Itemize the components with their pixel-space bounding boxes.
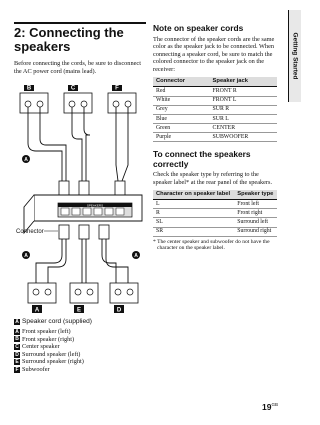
legend-item xyxy=(14,358,146,366)
connect-heading: To connect the speakers correctly xyxy=(153,149,251,169)
speaker-label-c: C xyxy=(70,85,76,92)
page-number xyxy=(262,402,278,412)
legend-item xyxy=(14,336,146,344)
speaker-label-f: F xyxy=(115,85,119,92)
table-cell: Front right xyxy=(234,209,277,218)
speaker-e xyxy=(70,283,98,314)
legend-text: Surround speaker (right) xyxy=(22,358,84,366)
table-row xyxy=(153,132,277,141)
speaker-type-table xyxy=(153,190,277,236)
legend-badge: E xyxy=(15,359,19,366)
page-number-suffix: GB xyxy=(271,402,278,408)
table-row xyxy=(153,227,277,236)
legend-item xyxy=(14,351,146,359)
caption-title xyxy=(14,318,146,326)
speaker-label-a: A xyxy=(34,307,40,314)
left-column xyxy=(14,22,146,75)
table-cell: R xyxy=(153,209,234,218)
table-cell: SUR L xyxy=(210,114,277,123)
table-header-row xyxy=(153,190,277,200)
table-cell: CENTER xyxy=(210,123,277,132)
caption-badge: A xyxy=(15,319,19,325)
connector-table xyxy=(153,77,277,142)
caption-title-text: Speaker cord (supplied) xyxy=(22,318,93,325)
legend-badge: F xyxy=(15,366,19,373)
table-cell: Red xyxy=(153,87,210,96)
table-header: Character on speaker label xyxy=(153,190,234,200)
bottom-cords xyxy=(36,239,128,285)
table-cell: L xyxy=(153,200,234,209)
speaker-c xyxy=(64,85,92,113)
right-column xyxy=(153,24,277,258)
speaker-label-b: B xyxy=(26,85,32,92)
table-row xyxy=(153,209,277,218)
speaker-a xyxy=(28,283,56,314)
table-cell: Blue xyxy=(153,114,210,123)
table-cell: Front left xyxy=(234,200,277,209)
table-cell: White xyxy=(153,96,210,105)
table-header: Connector xyxy=(153,77,210,87)
section-side-tab xyxy=(288,10,301,102)
table-cell: FRONT L xyxy=(210,96,277,105)
intro-text: Before connecting the cords, be sure to disconnect the AC power cord (mains lead). xyxy=(14,60,141,75)
table-cell: Green xyxy=(153,123,210,132)
receiver-panel-label: SPEAKERS xyxy=(86,203,104,208)
table-cell: Purple xyxy=(153,132,210,141)
speaker-f xyxy=(108,85,136,113)
table-row xyxy=(153,123,277,132)
top-connectors xyxy=(59,181,125,195)
speaker-b xyxy=(20,85,48,113)
table-row xyxy=(153,87,277,96)
cord-label-right: A xyxy=(134,253,138,259)
table-row xyxy=(153,105,277,114)
speaker-d xyxy=(110,283,138,314)
top-cords xyxy=(28,107,128,181)
table-cell: FRONT R xyxy=(210,87,277,96)
table-cell: SUR R xyxy=(210,105,277,114)
legend-text: Subwoofer xyxy=(22,365,50,373)
legend-text: Front speaker (left) xyxy=(22,328,71,335)
speaker-label-e: E xyxy=(76,307,82,314)
note-heading: Note on speaker cords xyxy=(153,23,244,33)
section-heading: 2: Connecting the speakers xyxy=(14,25,124,54)
legend-text: Center speaker xyxy=(22,343,60,351)
footnote: * The center speaker and subwoofer do not have the character on the speaker label. xyxy=(153,238,270,252)
bottom-connectors xyxy=(59,225,109,239)
table-cell: SR xyxy=(153,227,234,236)
page-number-value: 19 xyxy=(262,402,272,412)
legend-badge: B xyxy=(15,336,19,343)
diagram-caption xyxy=(14,318,146,374)
legend-badge: D xyxy=(15,351,19,358)
table-cell: Surround right xyxy=(234,227,277,236)
table-cell: SL xyxy=(153,218,234,227)
table-header-row xyxy=(153,77,277,87)
table-cell: SUBWOOFER xyxy=(210,132,277,141)
legend-badge: A xyxy=(15,328,19,335)
legend-item xyxy=(14,366,146,374)
speaker-connection-diagram xyxy=(14,85,146,315)
table-header: Speaker type xyxy=(234,190,277,200)
table-cell: Surround left xyxy=(234,218,277,227)
table-row xyxy=(153,218,277,227)
connect-text: Check the speaker type by referring to the speaker label* at the rear panel of the speakers. xyxy=(153,171,273,186)
table-row xyxy=(153,96,277,105)
table-row xyxy=(153,114,277,123)
table-row xyxy=(153,200,277,209)
speaker-label-d: D xyxy=(116,307,122,314)
legend-item xyxy=(14,328,146,336)
side-tab-label: Getting Started xyxy=(291,32,299,80)
connector-label: Connector xyxy=(16,229,44,235)
legend-text: Surround speaker (left) xyxy=(22,350,81,358)
legend-badge: C xyxy=(15,343,19,350)
cord-label-left: A xyxy=(24,253,28,259)
cord-label-top: A xyxy=(24,157,28,163)
note-text: The connector of the speaker cords are the same color as the speaker jack to be connected. When connecting a speaker cord, be sure to match the colored connector to the speaker jack on the receiver: xyxy=(153,35,275,73)
heading-rule xyxy=(14,22,146,24)
legend-item xyxy=(14,343,146,351)
legend-text: Front speaker (right) xyxy=(22,335,75,343)
table-cell: Grey xyxy=(153,105,210,114)
table-header: Speaker jack xyxy=(210,77,277,87)
